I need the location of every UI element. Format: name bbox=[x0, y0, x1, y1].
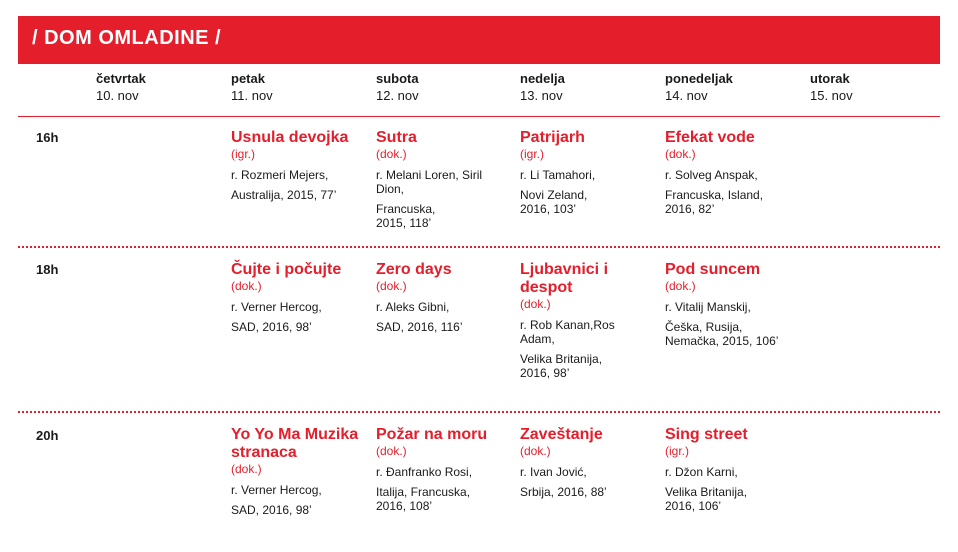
film-origin: Italija, Francuska, 2016, 108’ bbox=[376, 485, 471, 513]
film-cujte-i-pocujte bbox=[231, 261, 371, 334]
film-title: Čujte i počujte bbox=[231, 261, 342, 278]
day-header-monday bbox=[665, 70, 733, 105]
film-patrijarh bbox=[520, 129, 630, 216]
film-origin: SAD, 2016, 98’ bbox=[231, 320, 312, 334]
film-director: r. Vitalij Manskij, bbox=[665, 300, 751, 314]
film-ljubavnici-i-despot bbox=[520, 261, 640, 380]
film-genre: (dok.) bbox=[376, 279, 407, 293]
film-title: Usnula devojka bbox=[231, 129, 349, 146]
row-divider bbox=[18, 411, 940, 413]
film-genre: (dok.) bbox=[231, 462, 262, 476]
film-genre: (dok.) bbox=[231, 279, 262, 293]
film-usnula-devojka bbox=[231, 129, 371, 202]
film-title: Pod suncem bbox=[665, 261, 761, 278]
film-director: r. Rob Kanan,Ros Adam, bbox=[520, 318, 615, 346]
venue-title: / DOM OMLADINE / bbox=[32, 27, 222, 49]
film-director: r. Solveg Anspak, bbox=[665, 168, 758, 182]
film-origin: Australija, 2015, 77’ bbox=[231, 188, 337, 202]
film-director: r. Melani Loren, Siril Dion, bbox=[376, 168, 483, 196]
film-pozar-na-moru bbox=[376, 426, 516, 513]
film-genre: (dok.) bbox=[520, 297, 551, 311]
film-origin: Francuska, 2015, 118’ bbox=[376, 202, 436, 230]
film-title: Sutra bbox=[376, 129, 417, 146]
film-zero-days bbox=[376, 261, 516, 334]
film-title: Zaveštanje bbox=[520, 426, 603, 443]
day-header-thursday bbox=[96, 70, 146, 105]
film-title: Yo Yo Ma Muzika stranaca bbox=[231, 426, 359, 461]
film-yo-yo-ma bbox=[231, 426, 361, 517]
day-name: nedelja bbox=[520, 71, 565, 86]
film-efekat-vode bbox=[665, 129, 805, 216]
film-director: r. Ivan Jović, bbox=[520, 465, 587, 479]
film-director: r. Đanfranko Rosi, bbox=[376, 465, 473, 479]
film-origin: Velika Britanija, 2016, 98’ bbox=[520, 352, 603, 380]
film-director: r. Džon Karni, bbox=[665, 465, 738, 479]
film-pod-suncem bbox=[665, 261, 805, 348]
day-header-tuesday bbox=[810, 70, 853, 105]
day-date: 11. nov bbox=[231, 88, 273, 103]
day-date: 13. nov bbox=[520, 88, 563, 103]
film-director: r. Li Tamahori, bbox=[520, 168, 596, 182]
day-header-friday bbox=[231, 70, 273, 105]
film-genre: (dok.) bbox=[376, 147, 407, 161]
film-director: r. Rozmeri Mejers, bbox=[231, 168, 329, 182]
film-zavestanje bbox=[520, 426, 660, 499]
film-genre: (dok.) bbox=[665, 279, 696, 293]
film-title: Zero days bbox=[376, 261, 452, 278]
film-director: r. Aleks Gibni, bbox=[376, 300, 450, 314]
time-slot-16h: 16h bbox=[36, 130, 59, 145]
film-title: Patrijarh bbox=[520, 129, 585, 146]
day-name: ponedeljak bbox=[665, 71, 733, 86]
day-name: petak bbox=[231, 71, 265, 86]
day-name: subota bbox=[376, 71, 419, 86]
film-origin: SAD, 2016, 116’ bbox=[376, 320, 463, 334]
film-genre: (igr.) bbox=[520, 147, 544, 161]
time-slot-18h: 18h bbox=[36, 262, 59, 277]
film-director: r. Verner Hercog, bbox=[231, 300, 322, 314]
film-sutra bbox=[376, 129, 496, 230]
film-origin: Francuska, Island, 2016, 82’ bbox=[665, 188, 764, 216]
film-genre: (igr.) bbox=[665, 444, 689, 458]
day-header-saturday bbox=[376, 70, 419, 105]
day-name: četvrtak bbox=[96, 71, 146, 86]
film-sing-street bbox=[665, 426, 805, 513]
film-title: Efekat vode bbox=[665, 129, 755, 146]
film-origin: Češka, Rusija, Nemačka, 2015, 106’ bbox=[665, 320, 779, 348]
time-slot-20h: 20h bbox=[36, 428, 59, 443]
day-name: utorak bbox=[810, 71, 850, 86]
day-date: 14. nov bbox=[665, 88, 708, 103]
day-header-sunday bbox=[520, 70, 565, 105]
film-origin: SAD, 2016, 98’ bbox=[231, 503, 312, 517]
film-origin: Velika Britanija, 2016, 106’ bbox=[665, 485, 748, 513]
film-origin: Novi Zeland, 2016, 103’ bbox=[520, 188, 588, 216]
header-banner bbox=[18, 16, 940, 64]
day-date: 10. nov bbox=[96, 88, 139, 103]
film-title: Ljubavnici i despot bbox=[520, 261, 609, 296]
film-genre: (dok.) bbox=[520, 444, 551, 458]
row-divider bbox=[18, 246, 940, 248]
film-genre: (dok.) bbox=[665, 147, 696, 161]
header-divider bbox=[18, 116, 940, 117]
film-title: Požar na moru bbox=[376, 426, 488, 443]
film-director: r. Verner Hercog, bbox=[231, 483, 322, 497]
day-date: 15. nov bbox=[810, 88, 853, 103]
day-date: 12. nov bbox=[376, 88, 419, 103]
film-genre: (dok.) bbox=[376, 444, 407, 458]
film-origin: Srbija, 2016, 88’ bbox=[520, 485, 607, 499]
film-genre: (igr.) bbox=[231, 147, 255, 161]
film-title: Sing street bbox=[665, 426, 748, 443]
